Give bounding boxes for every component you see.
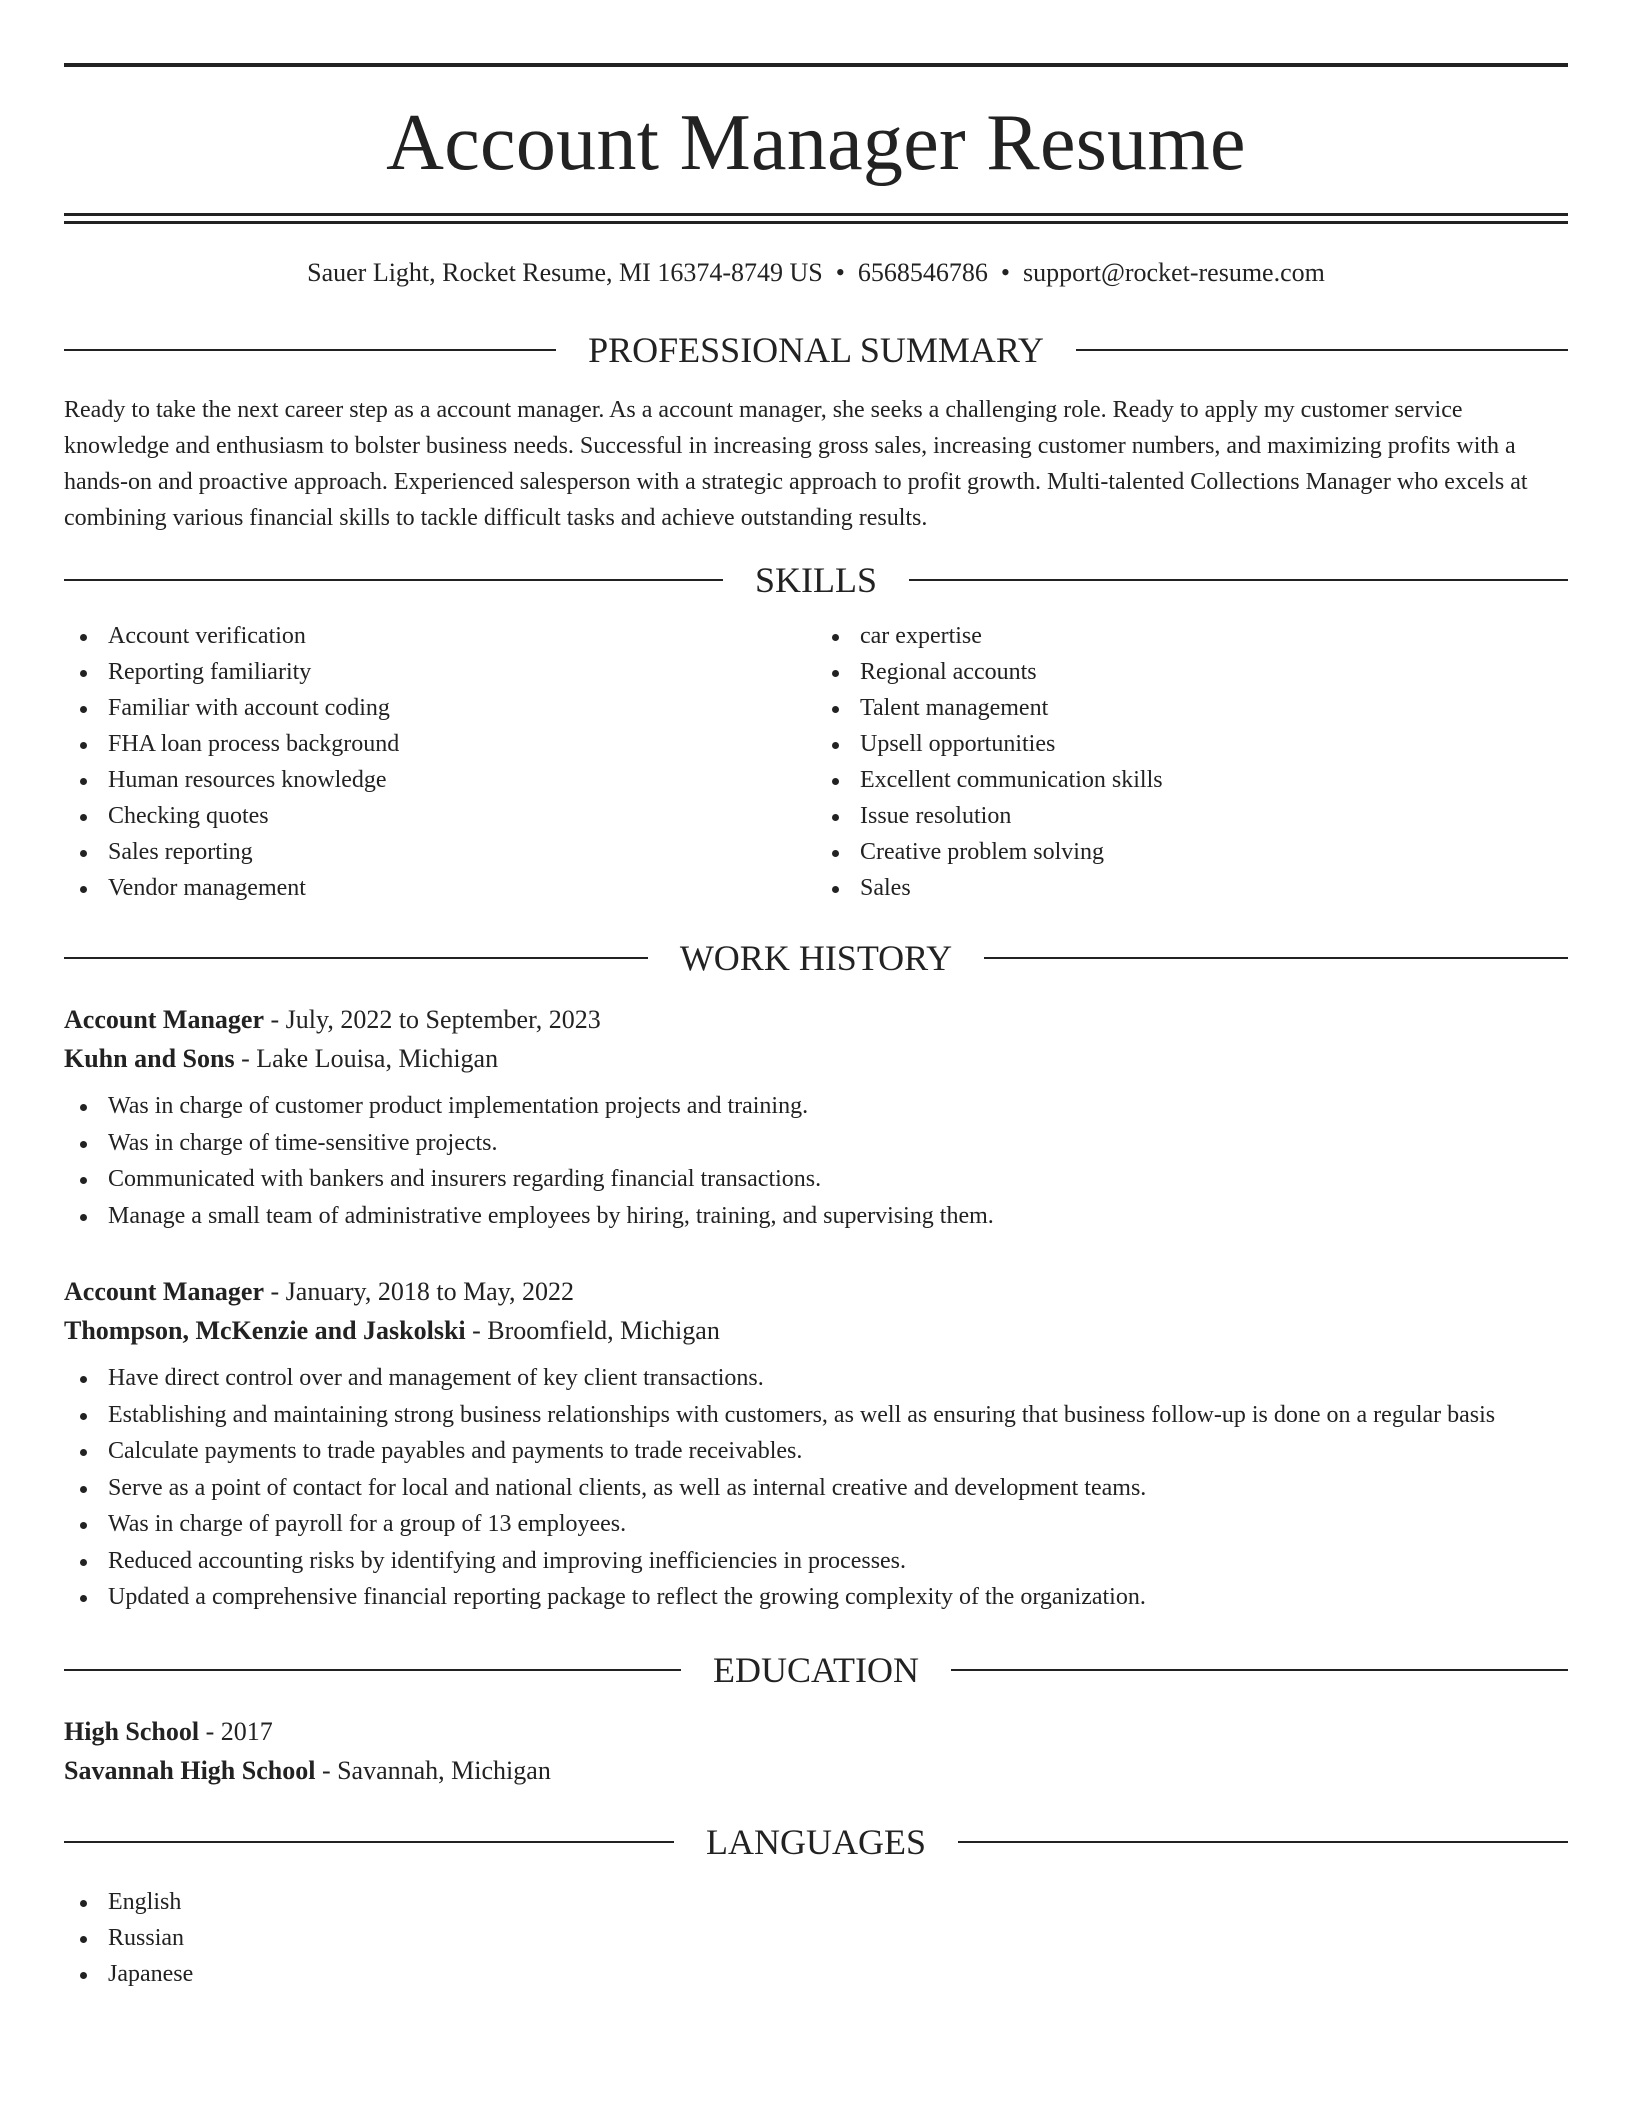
job-bullet-item: Calculate payments to trade payables and payments to trade receivables. [64, 1433, 1568, 1470]
education-title: EDUCATION [713, 1649, 919, 1690]
job-role-line [64, 1272, 1568, 1311]
skill-item: Regional accounts [816, 654, 1568, 690]
education-heading [64, 1649, 1568, 1690]
heading-rule-left [64, 349, 556, 351]
skill-item: Sales reporting [64, 834, 816, 870]
heading-rule-left [64, 1841, 674, 1843]
work-heading [64, 940, 1568, 976]
job-bullets [64, 1360, 1568, 1616]
heading-rule-left [64, 1669, 681, 1671]
top-rule [64, 63, 1568, 67]
job-role: Account Manager [64, 1277, 265, 1306]
skill-item: Excellent communication skills [816, 762, 1568, 798]
education-school: Savannah High School [64, 1755, 316, 1785]
education-entry [64, 1712, 1568, 1790]
job-bullets [64, 1088, 1568, 1234]
skill-item: Sales [816, 870, 1568, 906]
job-bullet-item: Serve as a point of contact for local and national clients, as well as internal creative and development teams. [64, 1470, 1568, 1507]
job-dates: - January, 2018 to May, 2022 [264, 1277, 575, 1306]
education-school-line [64, 1751, 1568, 1790]
heading-rule-right [909, 579, 1568, 581]
job-bullet-item: Have direct control over and management of key client transactions. [64, 1360, 1568, 1397]
heading-rule-right [958, 1841, 1568, 1843]
skill-item: Familiar with account coding [64, 690, 816, 726]
job-role: Account Manager [64, 1005, 265, 1034]
education-year: - 2017 [199, 1716, 273, 1746]
job-dates: - July, 2022 to September, 2023 [264, 1005, 601, 1034]
job-location: - Broomfield, Michigan [465, 1316, 720, 1345]
skill-item: Account verification [64, 618, 816, 654]
skills-right-list [816, 618, 1568, 906]
language-item: Japanese [64, 1956, 1568, 1992]
heading-rule-right [951, 1669, 1568, 1671]
contact-line [64, 260, 1568, 286]
languages-list [64, 1884, 1568, 1992]
job-location: - Lake Louisa, Michigan [234, 1044, 499, 1073]
heading-rule-left [64, 579, 723, 581]
job-bullet-item: Establishing and maintaining strong business relationships with customers, as well as ensuring that business follow-up is done on a regular basis [64, 1397, 1568, 1434]
job-bullet-item: Communicated with bankers and insurers regarding financial transactions. [64, 1161, 1568, 1198]
job-entry [64, 1272, 1568, 1616]
heading-rule-right [984, 957, 1568, 959]
contact-address: Sauer Light, Rocket Resume, MI 16374-8749 US [307, 258, 823, 287]
work-title: WORK HISTORY [679, 938, 953, 978]
job-bullet-item: Was in charge of payroll for a group of 13 employees. [64, 1506, 1568, 1543]
skills-left-list [64, 618, 816, 906]
title-double-rule [64, 213, 1568, 224]
skill-item: Vendor management [64, 870, 816, 906]
skills-columns [64, 618, 1568, 906]
skill-item: Human resources knowledge [64, 762, 816, 798]
summary-text: Ready to take the next career step as a account manager. As a account manager, she seeks a challenging role. Ready to apply my customer service knowledge and enthusiasm to bolster business needs. Successful in increasing gross sales, increasing customer numbers, and maximizing profits with a hands-on and proactive approach. Experienced salesperson with a strategic approach to profit growth. Multi-talented Collections Manager who excels at combining various financial skills to tackle difficult tasks and achieve outstanding results. [64, 397, 1528, 531]
job-company: Thompson, McKenzie and Jaskolski [64, 1316, 466, 1345]
job-company: Kuhn and Sons [64, 1044, 235, 1073]
languages-heading [64, 1821, 1568, 1862]
job-company-line [64, 1039, 1568, 1078]
resume-title: Account Manager Resume [386, 99, 1246, 187]
languages-title: LANGUAGES [706, 1821, 926, 1862]
education-degree: High School [64, 1716, 200, 1746]
job-bullet-item: Reduced accounting risks by identifying and improving inefficiencies in processes. [64, 1543, 1568, 1580]
contact-phone: 6568546786 [857, 258, 988, 287]
job-role-line [64, 1000, 1568, 1039]
skill-item: Checking quotes [64, 798, 816, 834]
skill-item: FHA loan process background [64, 726, 816, 762]
summary-heading [64, 332, 1568, 368]
skills-heading [64, 562, 1568, 598]
education-degree-line [64, 1712, 1568, 1751]
job-entry [64, 1000, 1568, 1234]
job-bullet-item: Was in charge of time-sensitive projects. [64, 1125, 1568, 1162]
contact-email: support@rocket-resume.com [1022, 258, 1325, 287]
summary-title: PROFESSIONAL SUMMARY [588, 330, 1044, 370]
heading-rule-left [64, 957, 648, 959]
job-company-line [64, 1311, 1568, 1350]
skill-item: Creative problem solving [816, 834, 1568, 870]
contact-separator: • [1000, 258, 1010, 287]
language-item: English [64, 1884, 1568, 1920]
job-bullet-item: Manage a small team of administrative employees by hiring, training, and supervising them. [64, 1198, 1568, 1235]
skill-item: Upsell opportunities [816, 726, 1568, 762]
skills-title: SKILLS [755, 560, 878, 600]
heading-rule-right [1076, 349, 1568, 351]
job-bullet-item: Was in charge of customer product implementation projects and training. [64, 1088, 1568, 1125]
skill-item: Talent management [816, 690, 1568, 726]
contact-separator: • [835, 258, 845, 287]
job-bullet-item: Updated a comprehensive financial reporting package to reflect the growing complexity of the organization. [64, 1579, 1568, 1616]
education-location: - Savannah, Michigan [315, 1755, 551, 1785]
skill-item: car expertise [816, 618, 1568, 654]
skill-item: Issue resolution [816, 798, 1568, 834]
skill-item: Reporting familiarity [64, 654, 816, 690]
language-item: Russian [64, 1920, 1568, 1956]
